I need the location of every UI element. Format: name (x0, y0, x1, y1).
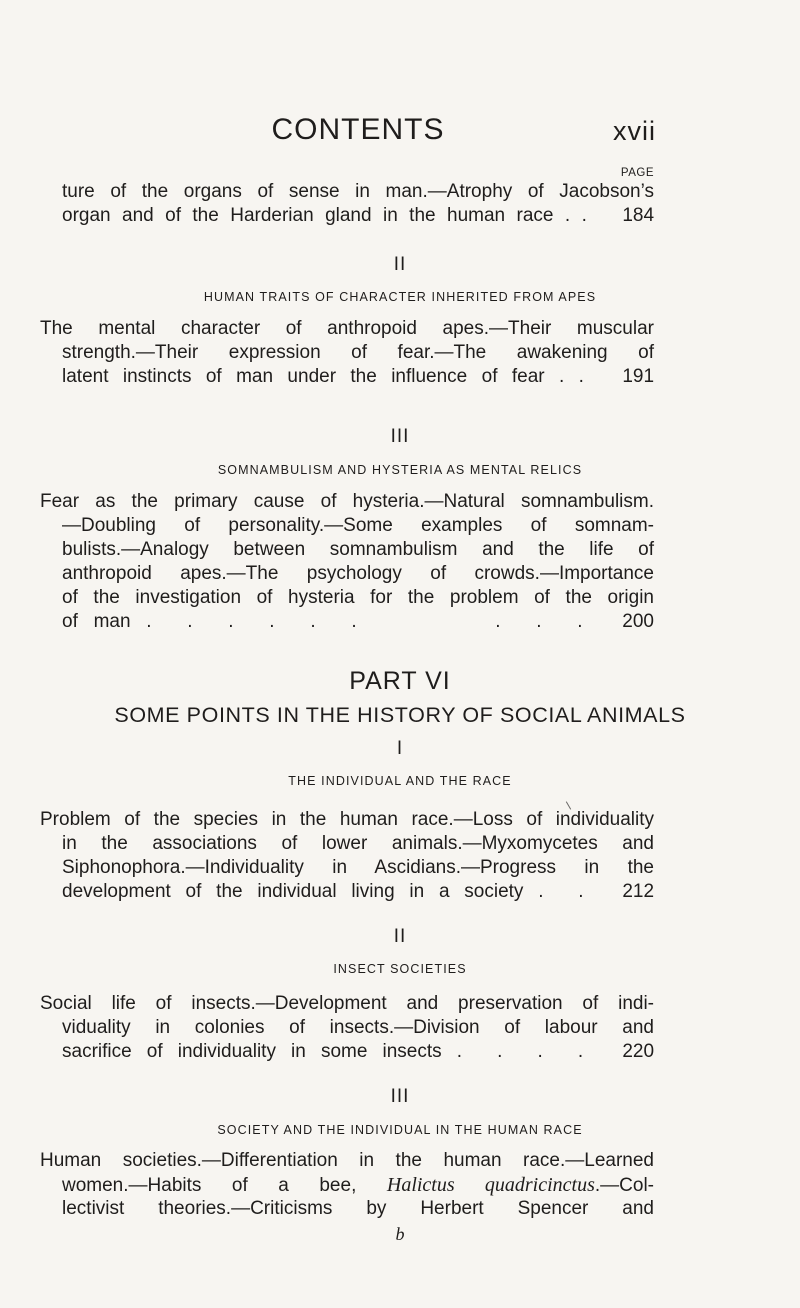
entry-line: The mental character of anthropoid apes.—Their muscular (40, 318, 654, 339)
chapter-heading: THE INDIVIDUAL AND THE RACE (288, 774, 512, 788)
entry-text: .—Col- (594, 1175, 655, 1196)
chapter-numeral: II (393, 254, 407, 275)
chapter-section (0, 738, 800, 788)
toc-entry (40, 317, 654, 389)
signature-mark: b (395, 1224, 405, 1244)
leader-dots: . (578, 366, 594, 387)
page-folio: xvii (613, 116, 656, 146)
entry-last-line (40, 1040, 654, 1064)
entry-line: strength.—Their expression of fear.—The awakening of (62, 342, 654, 363)
entry-line: —Doubling of personality.—Some examples of somnam- (62, 515, 654, 536)
chapter-section (0, 426, 800, 477)
toc-entry (40, 808, 654, 904)
entry-line: latent instincts of man under the influence of fear . (62, 366, 565, 387)
page-number: 212 (622, 881, 655, 902)
entry-line: lectivist theories.—Criticisms by Herbert Spencer and (62, 1198, 654, 1219)
entry-text: women.—Habits of a bee, (62, 1175, 387, 1196)
entry-last-line (40, 880, 654, 904)
entry-line: Siphonophora.—Individuality in Ascidians.—Progress in the (62, 857, 654, 878)
page-number: 220 (622, 1041, 655, 1062)
chapter-heading: SOMNAMBULISM AND HYSTERIA AS MENTAL RELICS (217, 463, 583, 477)
entry-line: Social life of insects.—Development and preservation of indi- (40, 993, 654, 1014)
leader-dots: . . . . . . . . . (146, 611, 593, 632)
toc-entry (40, 490, 654, 634)
entry-last-line (40, 610, 654, 634)
chapter-heading: SOCIETY AND THE INDIVIDUAL IN THE HUMAN RACE (217, 1123, 583, 1137)
entry-line: viduality in colonies of insects.—Division of labour and (62, 1017, 654, 1038)
chapter-numeral: III (390, 1086, 410, 1107)
toc-entry (40, 1149, 654, 1221)
running-head-title: CONTENTS (271, 113, 445, 146)
toc-entry (40, 992, 654, 1064)
entry-line: Human societies.—Differentiation in the human race.—Learned (40, 1150, 654, 1171)
entry-last-line (40, 365, 654, 389)
part-title: PART VI (349, 667, 451, 695)
species-name: Halictus quadricinctus (386, 1174, 595, 1196)
entry-line: of man (62, 611, 131, 632)
entry-line: bulists.—Analogy between somnambulism and the life of (62, 539, 654, 560)
entry-line: ture of the organs of sense in man.—Atrophy of Jacobson’s (62, 181, 654, 202)
leader-dots: . . . . (456, 1041, 594, 1062)
chapter-section (0, 1086, 800, 1137)
entry-line: in the associations of lower animals.—Myxomycetes and (62, 833, 654, 854)
entry-line: of the investigation of hysteria for the problem of the origin (62, 587, 654, 608)
leader-dots: . (581, 205, 597, 226)
chapter-numeral: II (393, 926, 407, 947)
part-subtitle: SOME POINTS IN THE HISTORY OF SOCIAL ANIMALS (114, 703, 686, 727)
entry-line (40, 1173, 654, 1197)
page-number: 191 (622, 366, 655, 387)
entry-line: development of the individual living in a society (62, 881, 524, 902)
toc-entry-continued (62, 180, 654, 228)
chapter-section (0, 926, 800, 976)
page-number: 200 (622, 611, 654, 632)
chapter-heading: HUMAN TRAITS OF CHARACTER INHERITED FROM APES (203, 290, 597, 304)
page-number: 184 (622, 205, 655, 226)
entry-line: organ and of the Harderian gland in the human race . (62, 205, 571, 226)
entry-line: Fear as the primary cause of hysteria.—Natural somnambulism. (40, 491, 654, 512)
entry-line: Problem of the species in the human race.—Loss of individuality (40, 809, 654, 830)
chapter-numeral: III (390, 426, 410, 447)
chapter-section (0, 254, 800, 304)
page-column-label: PAGE (620, 167, 654, 179)
entry-last-line (62, 204, 654, 228)
chapter-numeral: I (396, 738, 404, 759)
running-head (62, 113, 654, 153)
chapter-heading: INSECT SOCIETIES (333, 962, 467, 976)
leader-dots: . . (538, 881, 594, 902)
entry-line: sacrifice of individuality in some insects (62, 1041, 442, 1062)
entry-line: anthropoid apes.—The psychology of crowds.—Importance (62, 563, 654, 584)
